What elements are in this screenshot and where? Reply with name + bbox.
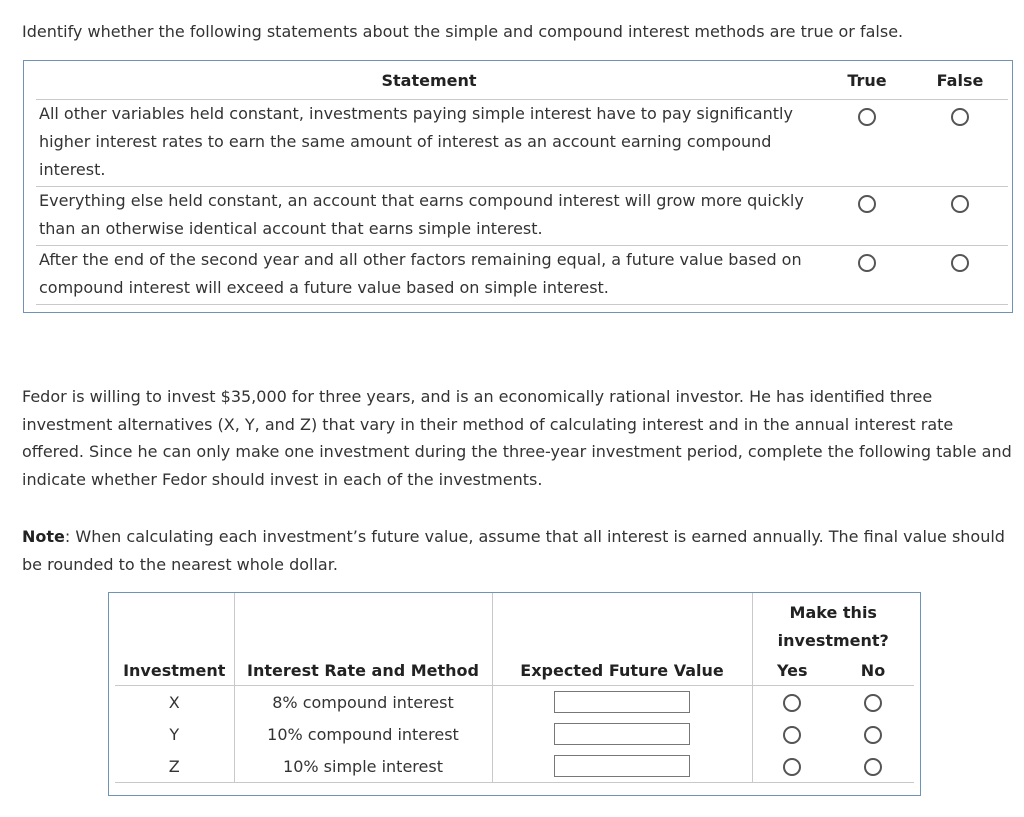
false-radio[interactable] — [951, 254, 969, 272]
yes-radio[interactable] — [783, 694, 801, 712]
no-radio[interactable] — [864, 758, 882, 776]
note-label: Note — [22, 527, 65, 546]
investment-label: Z — [115, 750, 234, 783]
investment-label: X — [115, 686, 234, 719]
statement-row — [36, 246, 1008, 305]
yes-radio[interactable] — [783, 726, 801, 744]
yes-radio[interactable] — [783, 758, 801, 776]
true-radio[interactable] — [858, 108, 876, 126]
future-value-input[interactable] — [554, 755, 690, 777]
investment-row — [115, 718, 914, 750]
future-value-header: Expected Future Value — [492, 655, 752, 686]
statement-row — [36, 100, 1008, 187]
statement-text: After the end of the second year and all other factors remaining equal, a future value based on compound interest will exceed a future value based on simple interest. — [36, 246, 822, 305]
true-header: True — [847, 70, 887, 90]
true-radio[interactable] — [858, 254, 876, 272]
interest-rate-method: 10% compound interest — [234, 718, 492, 750]
rate-header: Interest Rate and Method — [234, 655, 492, 686]
investment-label: Y — [115, 718, 234, 750]
false-radio[interactable] — [951, 195, 969, 213]
statement-text: Everything else held constant, an account that earns compound interest will grow more quickly than an otherwise identical account that earns simple interest. — [36, 187, 822, 246]
investment-table — [115, 593, 914, 783]
no-radio[interactable] — [864, 726, 882, 744]
yes-header: Yes — [752, 655, 832, 686]
scenario-paragraph: Fedor is willing to invest $35,000 for three years, and is an economically rational investor. He has identified three investment alternatives (X, Y, and Z) that vary in their method of calculating interest and in the annual interest rate offered. Since he can only make one investment during the three-year investment period, complete the following table and indicate whether Fedor should invest in each of the investments. — [22, 387, 1012, 490]
investment-table-box — [108, 592, 921, 796]
statement-row — [36, 187, 1008, 246]
true-false-table — [36, 61, 1008, 305]
investment-header: Investment — [115, 655, 234, 686]
true-radio[interactable] — [858, 195, 876, 213]
future-value-input[interactable] — [554, 723, 690, 745]
investment-row — [115, 750, 914, 783]
investment-row — [115, 686, 914, 719]
interest-rate-method: 10% simple interest — [234, 750, 492, 783]
note-text: : When calculating each investment’s future value, assume that all interest is earned annually. The final value should be rounded to the nearest whole dollar. — [22, 527, 1005, 574]
no-radio[interactable] — [864, 694, 882, 712]
no-header: No — [832, 655, 914, 686]
future-value-input[interactable] — [554, 691, 690, 713]
intro-text: Identify whether the following statements about the simple and compound interest methods are true or false. — [22, 22, 904, 41]
false-header: False — [936, 70, 984, 90]
false-radio[interactable] — [951, 108, 969, 126]
make-investment-header: Make this investment? — [777, 603, 889, 650]
statement-text: All other variables held constant, investments paying simple interest have to pay significantly higher interest rates to earn the same amount of interest as an account earning compound interest. — [36, 100, 822, 187]
true-false-table-box — [23, 60, 1013, 313]
note-paragraph — [22, 523, 1012, 578]
statement-header: Statement — [381, 70, 477, 90]
interest-rate-method: 8% compound interest — [234, 686, 492, 719]
